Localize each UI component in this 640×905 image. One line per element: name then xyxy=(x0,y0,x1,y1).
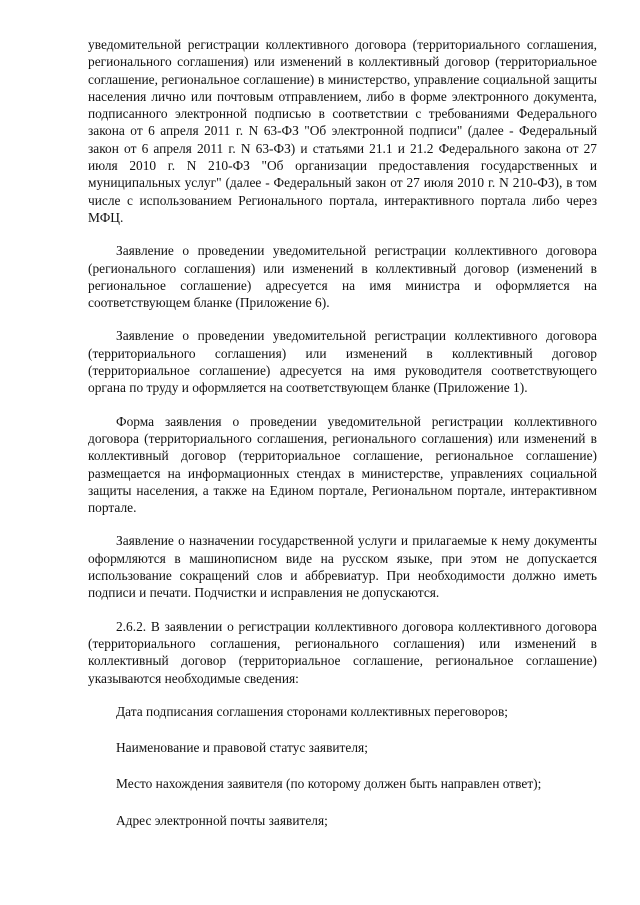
list-item-applicant-location: Место нахождения заявителя (по которому должен быть направлен ответ); xyxy=(116,776,542,792)
paragraph-application-form: Форма заявления о проведении уведомительной регистрации коллективного договора (территориального соглашения, регионального соглашения) или изменений в коллективный договор (территориальное соглашение, региональное соглашение) размещается на информационных стендах в министерстве, управлениях социальной защиты населения, а также на Едином портале, Региональном портале, интерактивном портале. xyxy=(88,413,597,516)
document-page xyxy=(88,36,597,848)
paragraph-document-requirements: Заявление о назначении государственной услуги и прилагаемые к нему документы оформляются в машинописном виде на русском языке, при этом не допускается использование сокращений слов и аббревиатур. При необходимости должно иметь подписи и печати. Подчистки и исправления не допускаются. xyxy=(88,533,597,601)
list-item-applicant-email: Адрес электронной почты заявителя; xyxy=(116,812,328,828)
paragraph-territorial-application: Заявление о проведении уведомительной регистрации коллективного договора (территориального соглашения) или изменений в коллективный договор (территориальное соглашение) адресуется на имя руководителя соответствующего органа по труду и оформляется на соответствующем бланке (Приложение 1). xyxy=(88,328,597,396)
paragraph-section-2-6-2: 2.6.2. В заявлении о регистрации коллективного договора коллективного договора (территориального соглашения, регионального соглашения) или изменений в коллективный договор (территориальное соглашение, региональное соглашение) указываются необходимые сведения: xyxy=(88,618,597,686)
list-item-applicant-name: Наименование и правовой статус заявителя; xyxy=(116,740,368,756)
paragraph-regional-application: Заявление о проведении уведомительной регистрации коллективного договора (регионального соглашения) или изменений в коллективный договор (изменений в региональное соглашение) адресуется на имя министра и оформляется на соответствующем бланке (Приложение 6). xyxy=(88,243,597,311)
list-item-signing-date: Дата подписания соглашения сторонами коллективных переговоров; xyxy=(116,703,509,719)
paragraph-continuation: уведомительной регистрации коллективного договора (территориального соглашения, регионального соглашения) или изменений в коллективный договор (территориальное соглашение, региональное соглашение) в министерство, управление социальной защиты населения лично или почтовым отправлением, либо в форме электронного документа, подписанного электронной подписью в соответствии с требованиями Федерального закона от 6 апреля 2011 г. N 63-ФЗ "Об электронной подписи" (далее - Федеральный закон от 6 апреля 2011 г. N 63-ФЗ) и статьями 21.1 и 21.2 Федерального закона от 27 июля 2010 г. N 210-ФЗ "Об организации предоставления государственных и муниципальных услуг" (далее - Федеральный закон от 27 июля 2010 г. N 210-ФЗ), в том числе с использованием Регионального портала, интерактивного портала либо через МФЦ. xyxy=(88,37,597,225)
